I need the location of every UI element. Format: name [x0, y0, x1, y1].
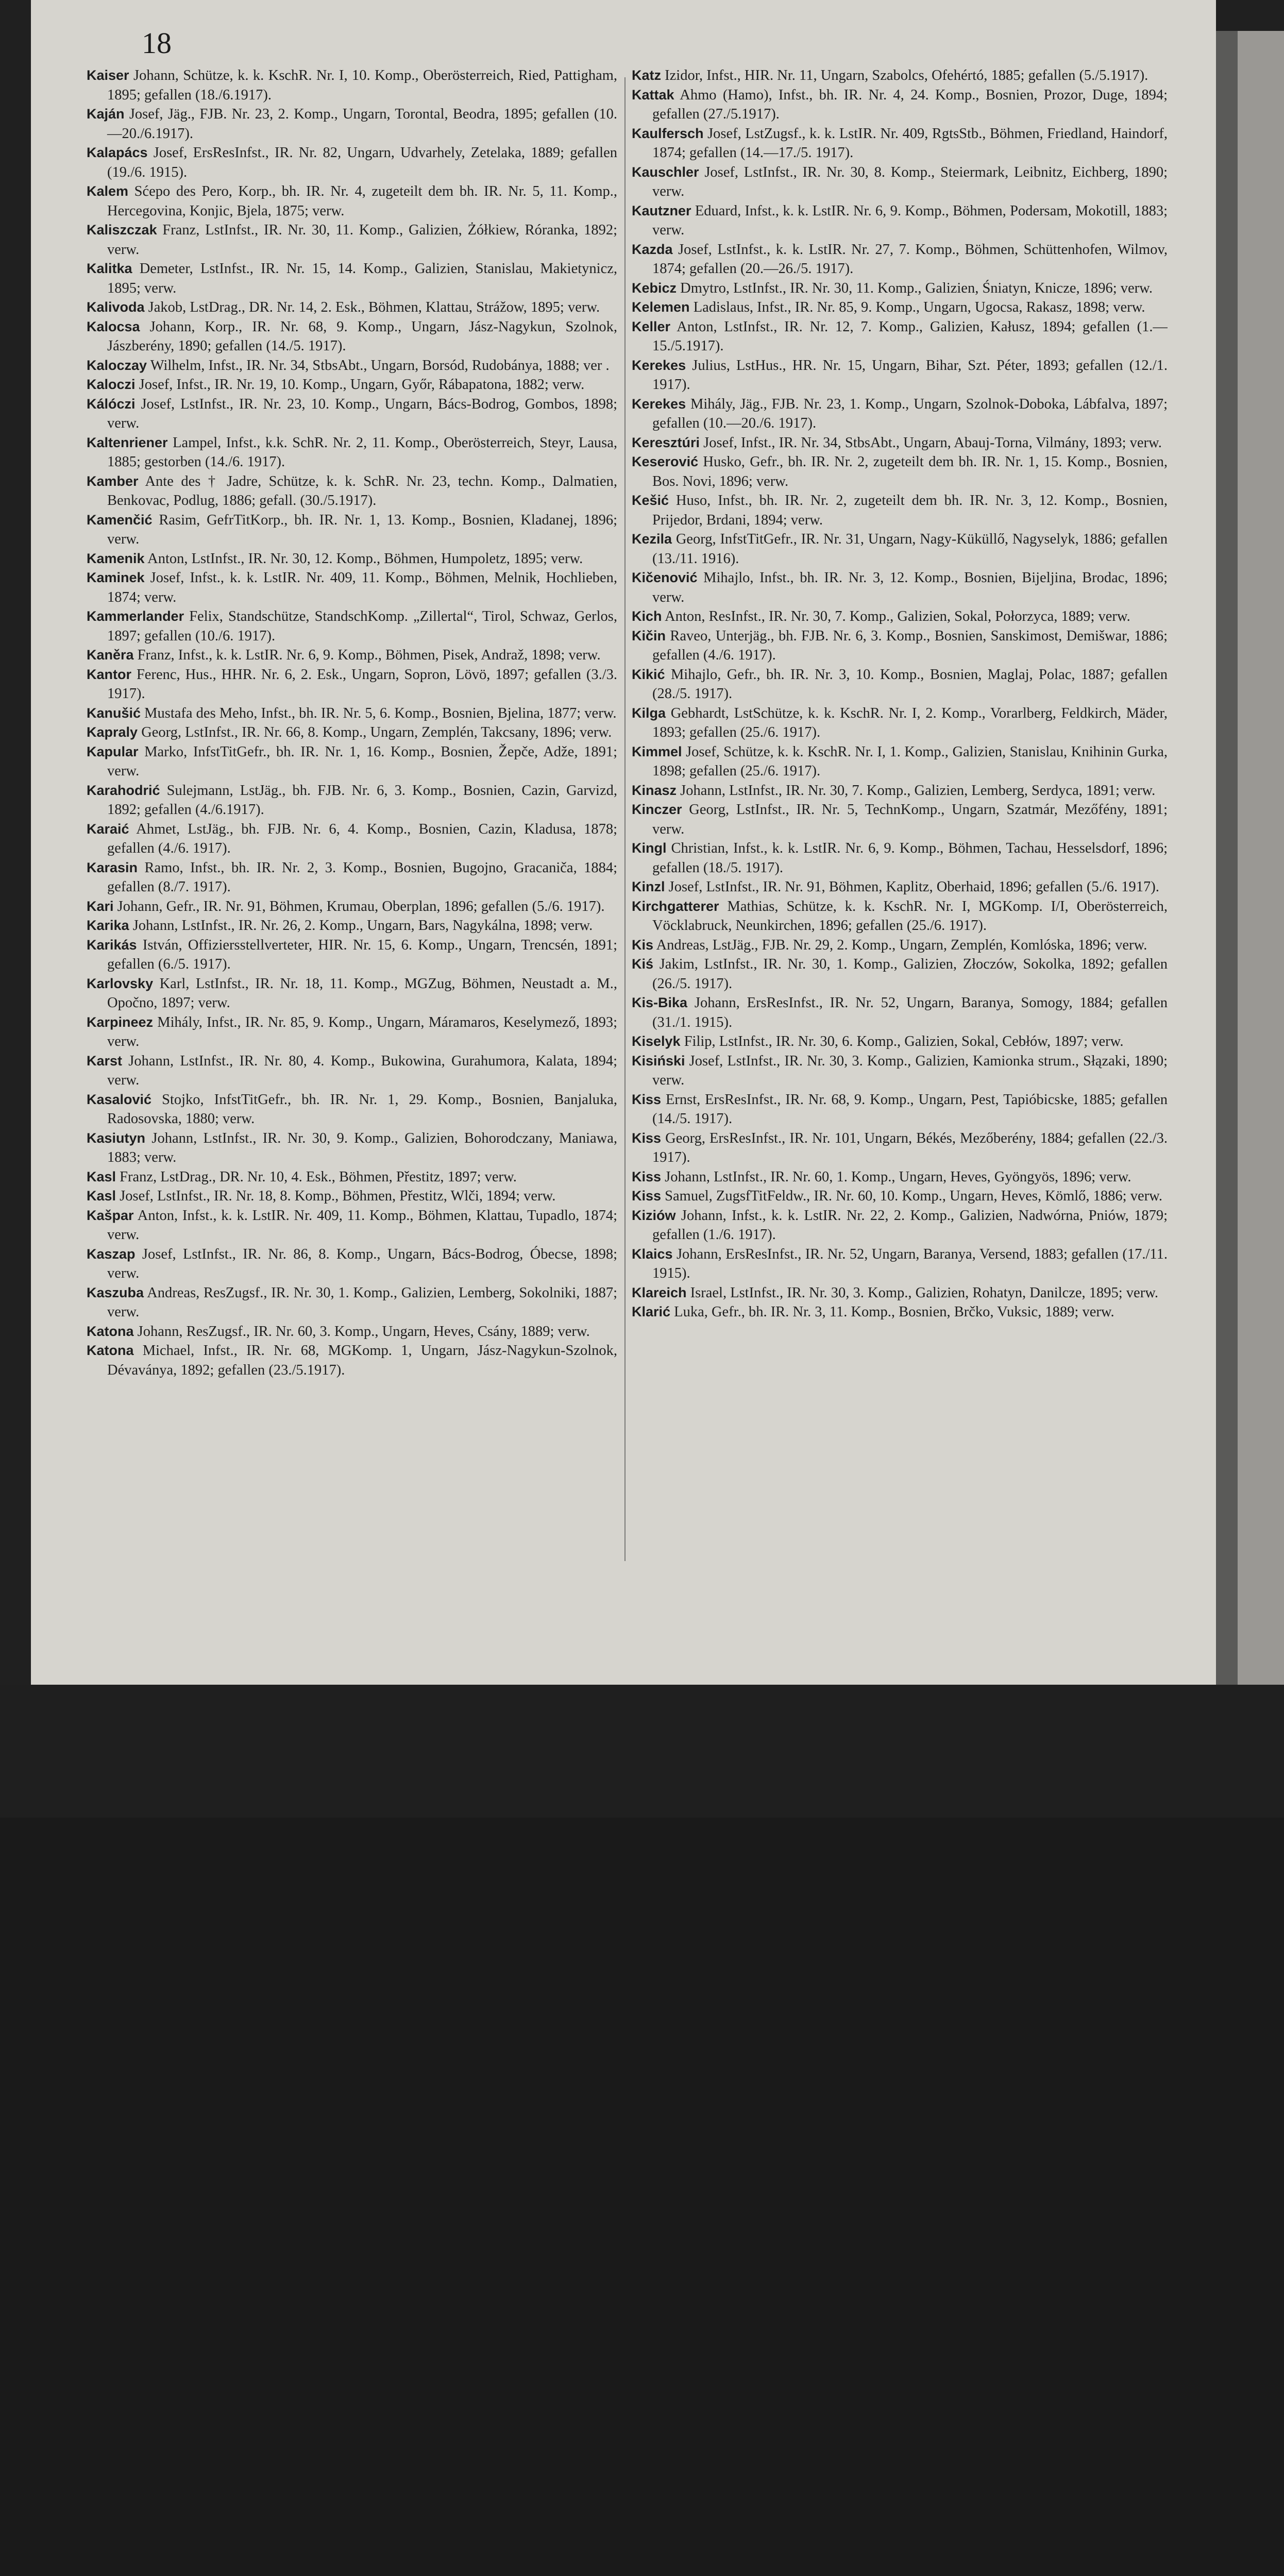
- entry-surname: Klarić: [632, 1304, 671, 1319]
- entry-details: Josef, Schütze, k. k. KschR. Nr. I, 1. Komp., Galizien, Stanislau, Knihinin Gurka, 1898; gefallen (25./6. 1917).: [652, 743, 1168, 779]
- list-entry: [632, 877, 1168, 897]
- entry-surname: Kasl: [87, 1168, 116, 1184]
- entry-details: Mihajlo, Gefr., bh. IR. Nr. 3, 10. Komp., Bosnien, Maglaj, Polac, 1887; gefallen (28./5. 1917).: [652, 666, 1168, 702]
- entry-surname: Kaján: [87, 106, 125, 122]
- list-entry: [632, 1245, 1168, 1283]
- list-entry: [632, 452, 1168, 491]
- entry-surname: Kiss: [632, 1130, 662, 1146]
- entry-details: Marko, InfstTitGefr., bh. IR. Nr. 1, 16. Komp., Bosnien, Žepče, Adže, 1891; verw.: [107, 743, 617, 779]
- list-entry: [632, 1032, 1168, 1052]
- entry-details: Wilhelm, Infst., IR. Nr. 34, StbsAbt., Ungarn, Borsód, Rudobánya, 1888; ver .: [150, 357, 610, 374]
- entry-surname: Kiselyk: [632, 1033, 681, 1049]
- entry-surname: Kaněra: [87, 647, 134, 663]
- entry-surname: Keserović: [632, 454, 699, 469]
- list-entry: [632, 1167, 1168, 1187]
- entry-details: Anton, LstInfst., IR. Nr. 30, 12. Komp., Böhmen, Humpoletz, 1895; verw.: [147, 550, 583, 567]
- entry-surname: Kalitka: [87, 261, 132, 276]
- page-number: 18: [142, 26, 172, 60]
- entry-surname: Kaminek: [87, 570, 145, 585]
- entry-details: Franz, LstDrag., DR. Nr. 10, 4. Esk., Böhmen, Přestitz, 1897; verw.: [120, 1168, 517, 1185]
- entry-surname: Kiziów: [632, 1207, 676, 1223]
- entry-details: Johann, LstInfst., IR. Nr. 30, 7. Komp., Galizien, Lemberg, Serdyca, 1891; verw.: [680, 782, 1156, 799]
- entry-surname: Kičin: [632, 628, 666, 643]
- list-entry: [87, 704, 617, 723]
- entry-details: Mihály, Infst., IR. Nr. 85, 9. Komp., Ungarn, Máramaros, Keselymező, 1893; verw.: [107, 1014, 617, 1049]
- entry-details: Anton, LstInfst., IR. Nr. 12, 7. Komp., Galizien, Kałusz, 1894; gefallen (1.—15./5.1917).: [652, 318, 1168, 354]
- page-edge-inner: [1238, 31, 1284, 1685]
- entry-surname: Kezila: [632, 531, 672, 547]
- list-entry: [87, 1052, 617, 1090]
- entry-surname: Kirchgatterer: [632, 898, 719, 914]
- list-entry: [87, 105, 617, 143]
- list-entry: [87, 1341, 617, 1380]
- entry-details: Anton, ResInfst., IR. Nr. 30, 7. Komp., Galizien, Sokal, Połorzyca, 1889; verw.: [665, 608, 1130, 624]
- entry-details: Johann, Korp., IR. Nr. 68, 9. Komp., Ungarn, Jász-Nagykun, Szolnok, Jászberény, 1890; gefallen (14./5. 1917).: [107, 318, 617, 354]
- list-entry: [632, 897, 1168, 936]
- entry-surname: Kelemen: [632, 299, 690, 315]
- entry-details: Luka, Gefr., bh. IR. Nr. 3, 11. Komp., Bosnien, Brčko, Vuksic, 1889; verw.: [674, 1304, 1114, 1320]
- entry-details: Georg, InfstTitGefr., IR. Nr. 31, Ungarn, Nagy-Küküllő, Nagyselyk, 1886; gefallen (13./11. 1916).: [652, 531, 1168, 567]
- entry-surname: Kis-Bika: [632, 995, 688, 1010]
- entry-surname: Kaltenriener: [87, 434, 168, 450]
- list-entry: [87, 974, 617, 1013]
- entry-surname: Kerekes: [632, 357, 686, 373]
- list-entry: [632, 665, 1168, 704]
- list-entry: [87, 936, 617, 974]
- entry-details: Josef, LstZugsf., k. k. LstIR. Nr. 409, RgtsStb., Böhmen, Friedland, Haindorf, 1874; gefallen (14.—17./5. 1917).: [652, 125, 1168, 161]
- list-entry: [87, 356, 617, 376]
- entry-surname: Kešić: [632, 493, 669, 508]
- entry-surname: Kinasz: [632, 782, 677, 798]
- entry-details: Josef, LstInfst., IR. Nr. 23, 10. Komp., Ungarn, Bács-Bodrog, Gombos, 1898; verw.: [107, 396, 617, 431]
- entry-details: Josef, Infst., IR. Nr. 19, 10. Komp., Ungarn, Győr, Rábapatona, 1882; verw.: [139, 377, 585, 393]
- list-entry: [632, 742, 1168, 781]
- entry-details: Josef, LstInfst., IR. Nr. 18, 8. Komp., Böhmen, Přestitz, Wlči, 1894; verw.: [120, 1188, 556, 1204]
- list-entry: [87, 1167, 617, 1187]
- entry-details: Josef, Infst., IR. Nr. 34, StbsAbt., Ungarn, Abauj-Torna, Vilmány, 1893; verw.: [703, 434, 1162, 451]
- entry-details: Josef, Jäg., FJB. Nr. 23, 2. Komp., Ungarn, Torontal, Beodra, 1895; gefallen (10.—20./6.1917).: [107, 106, 617, 142]
- list-entry: [87, 1090, 617, 1129]
- entry-details: Ferenc, Hus., HHR. Nr. 6, 2. Esk., Ungarn, Sopron, Lövö, 1897; gefallen (3./3. 1917).: [107, 666, 617, 702]
- list-entry: [87, 742, 617, 781]
- entry-surname: Kasiutyn: [87, 1130, 146, 1146]
- list-entry: [87, 781, 617, 820]
- entry-details: Ladislaus, Infst., IR. Nr. 85, 9. Komp., Ungarn, Ugocsa, Rakasz, 1898; verw.: [693, 299, 1145, 315]
- entry-surname: Karahodrić: [87, 782, 160, 798]
- entry-details: Jakim, LstInfst., IR. Nr. 30, 1. Komp., Galizien, Złoczów, Sokolka, 1892; gefallen (26./5. 1917).: [652, 956, 1168, 992]
- entry-surname: Kalocsa: [87, 318, 140, 334]
- list-entry: [632, 491, 1168, 530]
- list-entry: [87, 317, 617, 356]
- entry-details: Georg, LstInfst., IR. Nr. 5, TechnKomp., Ungarn, Szatmár, Mezőfény, 1891; verw.: [652, 802, 1168, 837]
- entry-details: Josef, ErsResInfst., IR. Nr. 82, Ungarn, Udvarhely, Zetelaka, 1889; gefallen (19./6. 1915).: [107, 145, 617, 180]
- list-entry: [632, 279, 1168, 298]
- entry-surname: Kasl: [87, 1188, 116, 1204]
- entry-details: Michael, Infst., IR. Nr. 68, MGKomp. 1, Ungarn, Jász-Nagykun-Szolnok, Dévaványa, 1892; gefallen (23./5.1917).: [107, 1343, 617, 1378]
- entry-details: Andreas, ResZugsf., IR. Nr. 30, 1. Komp., Galizien, Lemberg, Sokolniki, 1887; verw.: [107, 1284, 617, 1320]
- entry-details: Jakob, LstDrag., DR. Nr. 14, 2. Esk., Böhmen, Klattau, Strážow, 1895; verw.: [148, 299, 600, 315]
- entry-details: Felix, Standschütze, StandschKomp. „Zillertal“, Tirol, Schwaz, Gerlos, 1897; gefallen (10./6. 1917).: [107, 608, 617, 644]
- entry-surname: Klaics: [632, 1246, 673, 1262]
- list-entry: [632, 1283, 1168, 1303]
- list-entry: [87, 1013, 617, 1052]
- entry-surname: Kamenik: [87, 550, 145, 566]
- entry-details: Ahmet, LstJäg., bh. FJB. Nr. 6, 4. Komp., Bosnien, Cazin, Kladusa, 1878; gefallen (4./6. 1917).: [107, 821, 617, 856]
- entry-details: Johann, LstInfst., IR. Nr. 30, 9. Komp., Galizien, Bohorodczany, Maniawa, 1883; verw.: [107, 1130, 617, 1165]
- list-entry: [87, 820, 617, 858]
- list-entry: [632, 201, 1168, 240]
- entry-details: Johann, LstInfst., IR. Nr. 60, 1. Komp., Ungarn, Heves, Gyöngyös, 1896; verw.: [665, 1168, 1131, 1185]
- entry-details: Eduard, Infst., k. k. LstIR. Nr. 6, 9. Komp., Böhmen, Podersam, Mokotill, 1883; verw.: [652, 202, 1168, 238]
- entry-surname: Karaić: [87, 821, 129, 837]
- entry-details: Josef, LstInfst., IR. Nr. 86, 8. Komp., Ungarn, Bács-Bodrog, Óbecse, 1898; verw.: [107, 1246, 617, 1281]
- entry-surname: Kikić: [632, 666, 665, 682]
- list-entry: [87, 665, 617, 704]
- entry-surname: Katona: [87, 1323, 134, 1339]
- entry-surname: Kari: [87, 898, 114, 914]
- entry-surname: Kasalović: [87, 1091, 152, 1107]
- list-entry: [87, 916, 617, 936]
- list-entry: [632, 839, 1168, 877]
- entry-surname: Kazda: [632, 241, 673, 257]
- entry-surname: Kálóczi: [87, 396, 136, 412]
- entry-surname: Kaloczi: [87, 377, 136, 392]
- entry-surname: Kebicz: [632, 280, 677, 296]
- entry-surname: Klareich: [632, 1284, 687, 1300]
- entry-details: Johann, Gefr., IR. Nr. 91, Böhmen, Krumau, Oberplan, 1896; gefallen (5./6. 1917).: [117, 898, 605, 914]
- left-column: [87, 66, 617, 1380]
- entry-details: Mihály, Jäg., FJB. Nr. 23, 1. Komp., Ungarn, Szolnok-Doboka, Lábfalva, 1897; gefallen (10.—20./6. 1917).: [652, 396, 1168, 431]
- entry-surname: Kiss: [632, 1188, 662, 1204]
- list-entry: [87, 511, 617, 549]
- list-entry: [632, 781, 1168, 801]
- entry-surname: Karpineez: [87, 1014, 154, 1030]
- entry-details: Mustafa des Meho, Infst., bh. IR. Nr. 5, 6. Komp., Bosnien, Bjelina, 1877; verw.: [144, 705, 617, 721]
- entry-surname: Kaiser: [87, 67, 129, 83]
- entry-details: Georg, ErsResInfst., IR. Nr. 101, Ungarn, Békés, Mezőberény, 1884; gefallen (22./3. 1917).: [652, 1130, 1168, 1165]
- list-entry: [632, 530, 1168, 568]
- list-entry: [632, 1206, 1168, 1245]
- entry-surname: Kinczer: [632, 802, 682, 817]
- entry-details: Johann, Schütze, k. k. KschR. Nr. I, 10. Komp., Oberösterreich, Ried, Pattigham, 1895; gefallen (18./6.1917).: [107, 67, 617, 103]
- entry-details: Husko, Gefr., bh. IR. Nr. 2, zugeteilt dem bh. IR. Nr. 1, 15. Komp., Bosnien, Bos. Novi, 1896; verw.: [652, 454, 1168, 489]
- entry-surname: Kalapács: [87, 145, 148, 160]
- entry-details: Ramo, Infst., bh. IR. Nr. 2, 3. Komp., Bosnien, Bugojno, Gracaniča, 1884; gefallen (8./7. 1917).: [107, 859, 617, 895]
- column-divider: [624, 77, 626, 1561]
- list-entry: [87, 182, 617, 221]
- entry-details: Christian, Infst., k. k. LstIR. Nr. 6, 9. Komp., Böhmen, Tachau, Hesselsdorf, 1896; gefallen (18./5. 1917).: [652, 840, 1168, 876]
- entry-surname: Kaszuba: [87, 1284, 144, 1300]
- list-entry: [632, 433, 1168, 453]
- list-entry: [632, 704, 1168, 742]
- list-entry: [87, 549, 617, 569]
- list-entry: [632, 124, 1168, 163]
- list-entry: [87, 897, 617, 917]
- entry-surname: Kingl: [632, 840, 667, 856]
- list-entry: [87, 259, 617, 298]
- entry-surname: Kaszap: [87, 1246, 136, 1262]
- entry-details: Josef, Infst., k. k. LstIR. Nr. 409, 11. Komp., Böhmen, Melnik, Hochlieben, 1874; verw.: [107, 570, 617, 605]
- entry-details: Franz, Infst., k. k. LstIR. Nr. 6, 9. Komp., Böhmen, Pisek, Andraž, 1898; verw.: [137, 647, 601, 663]
- list-entry: [632, 298, 1168, 317]
- list-entry: [87, 66, 617, 105]
- list-entry: [632, 993, 1168, 1032]
- list-entry: [632, 955, 1168, 993]
- entry-details: Georg, LstInfst., IR. Nr. 66, 8. Komp., Ungarn, Zemplén, Takcsany, 1896; verw.: [141, 724, 612, 740]
- entry-surname: Kapraly: [87, 724, 138, 740]
- entry-details: Demeter, LstInfst., IR. Nr. 15, 14. Komp., Galizien, Stanislau, Makietynicz, 1895; verw.: [107, 261, 617, 296]
- entry-surname: Kaulfersch: [632, 125, 704, 141]
- entry-surname: Kammerlander: [87, 608, 184, 624]
- entry-details: Andreas, LstJäg., FJB. Nr. 29, 2. Komp., Ungarn, Zemplén, Komlóska, 1896; verw.: [656, 937, 1147, 953]
- entry-details: Lampel, Infst., k.k. SchR. Nr. 2, 11. Komp., Oberösterreich, Steyr, Lausa, 1885; gestorben (14./6. 1917).: [107, 434, 617, 470]
- list-entry: [632, 317, 1168, 356]
- entry-surname: Kiś: [632, 956, 654, 972]
- entry-details: Josef, LstInfst., IR. Nr. 30, 8. Komp., Steiermark, Leibnitz, Eichberg, 1890; verw.: [652, 164, 1168, 199]
- entry-surname: Katz: [632, 67, 662, 83]
- list-entry: [632, 607, 1168, 626]
- list-entry: [632, 1090, 1168, 1129]
- entry-details: Stojko, InfstTitGefr., bh. IR. Nr. 1, 29. Komp., Bosnien, Banjaluka, Radosovska, 1880; verw.: [107, 1091, 617, 1127]
- entry-surname: Kaliszczak: [87, 222, 157, 238]
- list-entry: [87, 607, 617, 646]
- entry-details: Mathias, Schütze, k. k. KschR. Nr. I, MGKomp. I/I, Oberösterreich, Vöcklabruck, Neunkirchen, 1896; gefallen (25./6. 1917).: [652, 898, 1168, 934]
- entry-details: Sulejmann, LstJäg., bh. FJB. Nr. 6, 3. Komp., Bosnien, Cazin, Garvizd, 1892; gefallen (4./6.1917).: [107, 782, 617, 818]
- entry-details: Johann, Infst., k. k. LstIR. Nr. 22, 2. Komp., Galizien, Nadwórna, Pniów, 1879; gefallen (1./6. 1917).: [652, 1207, 1168, 1243]
- list-entry: [87, 221, 617, 259]
- entry-surname: Kiss: [632, 1091, 662, 1107]
- entry-surname: Kičenović: [632, 570, 698, 585]
- entry-surname: Kich: [632, 608, 662, 624]
- entry-surname: Kanušić: [87, 705, 141, 721]
- entry-surname: Kalivoda: [87, 299, 145, 315]
- entry-details: Mihajlo, Infst., bh. IR. Nr. 3, 12. Komp., Bosnien, Bijeljina, Brodac, 1896; verw.: [652, 570, 1168, 605]
- entry-surname: Kapular: [87, 743, 139, 759]
- entry-details: Dmytro, LstInfst., IR. Nr. 30, 11. Komp., Galizien, Śniatyn, Knicze, 1896; verw.: [680, 280, 1153, 296]
- entry-details: Israel, LstInfst., IR. Nr. 30, 3. Komp., Galizien, Rohatyn, Danilcze, 1895; verw.: [690, 1284, 1159, 1301]
- list-entry: [87, 1187, 617, 1206]
- entry-surname: Kiss: [632, 1168, 662, 1184]
- entry-details: Johann, LstInfst., IR. Nr. 80, 4. Komp., Bukowina, Gurahumora, Kalata, 1894; verw.: [107, 1053, 617, 1088]
- list-entry: [87, 395, 617, 433]
- entry-details: Filip, LstInfst., IR. Nr. 30, 6. Komp., Galizien, Sokal, Cebłów, 1897; verw.: [684, 1033, 1124, 1049]
- list-entry: [632, 86, 1168, 124]
- list-entry: [632, 626, 1168, 665]
- entry-details: Julius, LstHus., HR. Nr. 15, Ungarn, Bihar, Szt. Péter, 1893; gefallen (12./1. 1917).: [652, 357, 1168, 393]
- entry-surname: Kisiński: [632, 1053, 685, 1069]
- entry-surname: Kauschler: [632, 164, 699, 180]
- entry-details: Johann, LstInfst., IR. Nr. 26, 2. Komp., Ungarn, Bars, Nagykálna, 1898; verw.: [132, 918, 593, 934]
- entry-details: Gebhardt, LstSchütze, k. k. KschR. Nr. I, 2. Komp., Vorarlberg, Feldkirch, Mäder, 1893; gefallen (25./6. 1917).: [652, 705, 1168, 740]
- list-entry: [87, 568, 617, 607]
- entry-details: Johann, ErsResInfst., IR. Nr. 52, Ungarn, Baranya, Somogy, 1884; gefallen (31./1. 1915).: [652, 995, 1168, 1030]
- list-entry: [632, 66, 1168, 86]
- list-entry: [87, 1245, 617, 1283]
- entry-details: Josef, LstInfst., IR. Nr. 30, 3. Komp., Galizien, Kamionka strum., Słązaki, 1890; verw.: [652, 1053, 1168, 1088]
- list-entry: [87, 375, 617, 395]
- viewer-footer: [0, 1685, 1284, 1818]
- entry-surname: Kamber: [87, 473, 139, 489]
- entry-surname: Karst: [87, 1053, 123, 1069]
- entry-surname: Karlovsky: [87, 975, 154, 991]
- list-entry: [632, 240, 1168, 279]
- entry-details: Izidor, Infst., HIR. Nr. 11, Ungarn, Szabolcs, Ofehértó, 1885; gefallen (5./5.1917).: [665, 67, 1148, 83]
- entry-details: István, Offiziersstellverteter, HIR. Nr. 15, 6. Komp., Ungarn, Trencsén, 1891; gefallen (6./5. 1917).: [107, 937, 617, 972]
- entry-surname: Karikás: [87, 937, 137, 953]
- entry-details: Franz, LstInfst., IR. Nr. 30, 11. Komp., Galizien, Żółkiew, Róranka, 1892; verw.: [107, 222, 617, 258]
- list-entry: [632, 356, 1168, 395]
- list-entry: [87, 298, 617, 317]
- entry-surname: Keller: [632, 318, 671, 334]
- entry-details: Karl, LstInfst., IR. Nr. 18, 11. Komp., MGZug, Böhmen, Neustadt a. M., Opočno, 1897; verw.: [107, 975, 617, 1011]
- entry-details: Josef, LstInfst., IR. Nr. 91, Böhmen, Kaplitz, Oberhaid, 1896; gefallen (5./6. 1917).: [668, 879, 1159, 895]
- list-entry: [632, 1302, 1168, 1322]
- entry-surname: Keresztúri: [632, 434, 700, 450]
- entry-surname: Karika: [87, 918, 129, 933]
- entry-surname: Kautzner: [632, 202, 691, 218]
- list-entry: [632, 800, 1168, 839]
- entry-details: Huso, Infst., bh. IR. Nr. 2, zugeteilt dem bh. IR. Nr. 3, 12. Komp., Bosnien, Prijedor, Brdani, 1894; verw.: [652, 493, 1168, 528]
- entry-details: Johann, ResZugsf., IR. Nr. 60, 3. Komp., Ungarn, Heves, Csány, 1889; verw.: [137, 1323, 590, 1340]
- entry-surname: Katona: [87, 1343, 134, 1358]
- list-entry: [87, 646, 617, 665]
- list-entry: [87, 1129, 617, 1167]
- entry-surname: Kimmel: [632, 743, 682, 759]
- entry-details: Anton, Infst., k. k. LstIR. Nr. 409, 11. Komp., Böhmen, Klattau, Tupadlo, 1874; verw.: [107, 1207, 617, 1243]
- list-entry: [87, 472, 617, 511]
- entry-surname: Kašpar: [87, 1207, 134, 1223]
- entry-surname: Kinzl: [632, 879, 665, 894]
- list-entry: [87, 1283, 617, 1322]
- list-entry: [632, 1187, 1168, 1206]
- list-entry: [87, 858, 617, 897]
- entry-surname: Kerekes: [632, 396, 686, 412]
- entry-details: Ante des † Jadre, Schütze, k. k. SchR. Nr. 23, techn. Komp., Dalmatien, Benkovac, Podlug, 1886; gefall. (30./5.1917).: [107, 473, 617, 509]
- entry-details: Ahmo (Hamo), Infst., bh. IR. Nr. 4, 24. Komp., Bosnien, Prozor, Duge, 1894; gefallen (27./5.1917).: [652, 87, 1168, 122]
- list-entry: [632, 1129, 1168, 1167]
- list-entry: [87, 143, 617, 182]
- entry-surname: Karasin: [87, 859, 138, 875]
- entry-surname: Kattak: [632, 87, 674, 103]
- entry-details: Raveo, Unterjäg., bh. FJB. Nr. 6, 3. Komp., Bosnien, Sanskimost, Demišwar, 1886; gefallen (4./6. 1917).: [652, 628, 1168, 663]
- list-entry: [87, 1322, 617, 1342]
- entry-details: Josef, LstInfst., k. k. LstIR. Nr. 27, 7. Komp., Böhmen, Schüttenhofen, Wilmov, 1874; gefallen (20.—26./5. 1917).: [652, 241, 1168, 277]
- list-entry: [87, 433, 617, 472]
- list-entry: [632, 936, 1168, 955]
- entry-details: Ernst, ErsResInfst., IR. Nr. 68, 9. Komp., Ungarn, Pest, Tapióbicske, 1885; gefallen (14./5. 1917).: [652, 1091, 1168, 1127]
- entry-surname: Kis: [632, 937, 654, 953]
- entry-details: Rasim, GefrTitKorp., bh. IR. Nr. 1, 13. Komp., Bosnien, Kladanej, 1896; verw.: [107, 512, 617, 547]
- entry-surname: Kantor: [87, 666, 131, 682]
- entry-surname: Kalem: [87, 183, 129, 199]
- entry-surname: Kilga: [632, 705, 666, 721]
- entry-surname: Kamenčić: [87, 512, 153, 528]
- list-entry: [632, 163, 1168, 201]
- entry-details: Samuel, ZugsfTitFeldw., IR. Nr. 60, 10. Komp., Ungarn, Heves, Kömlő, 1886; verw.: [665, 1188, 1162, 1204]
- list-entry: [632, 1052, 1168, 1090]
- entry-surname: Kaloczay: [87, 357, 147, 373]
- entry-details: Sćepo des Pero, Korp., bh. IR. Nr. 4, zugeteilt dem bh. IR. Nr. 5, 11. Komp., Hercegovina, Konjic, Bjela, 1875; verw.: [107, 183, 617, 219]
- right-column: [632, 66, 1168, 1322]
- entry-details: Johann, ErsResInfst., IR. Nr. 52, Ungarn, Baranya, Versend, 1883; gefallen (17./11. 1915).: [652, 1246, 1168, 1281]
- list-entry: [632, 568, 1168, 607]
- list-entry: [87, 1206, 617, 1245]
- list-entry: [87, 723, 617, 742]
- list-entry: [632, 395, 1168, 433]
